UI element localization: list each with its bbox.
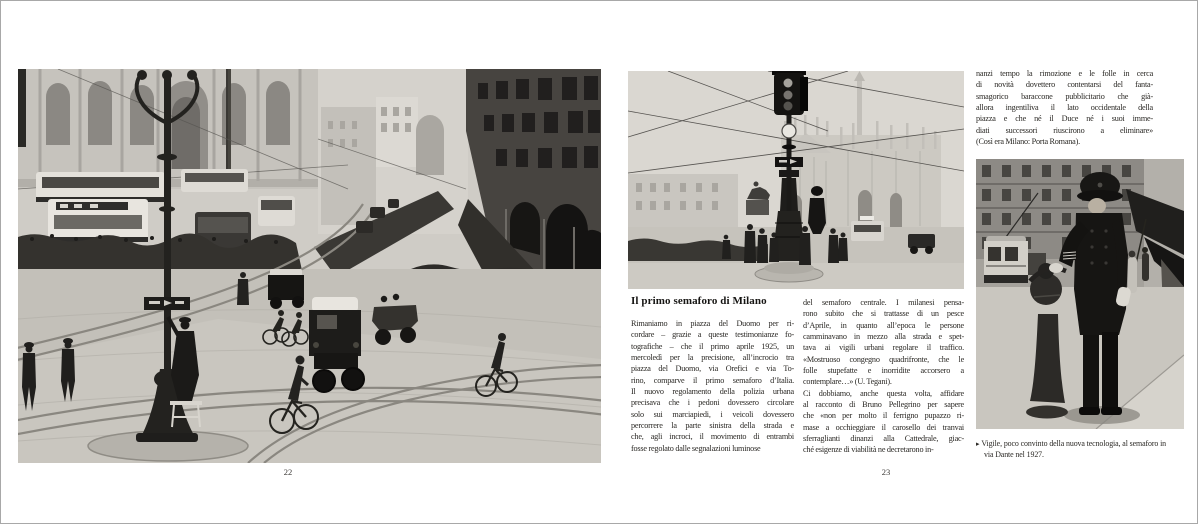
globe-lamp (782, 124, 796, 138)
caption-text: Vigile, poco convinto della nuova tecnologia, al semaforo in via Dante nel 1927. (981, 439, 1167, 459)
sleeve-stripes (1062, 251, 1077, 260)
tram (36, 172, 165, 202)
article-heading: Il primo semaforo di Milano (631, 295, 767, 307)
tram (181, 169, 248, 192)
piazza-duomo-illustration (18, 69, 601, 463)
left-page-photo-piazza-duomo (18, 69, 601, 463)
column-2-paragraph-2: Ci dobbiamo, anche questa volta, affidare al racconto di Bruno Pellegrino per sapere che «non per molto il ferrigno pupazzo ri- mase a occhieggiare il carosello dei tranvai sferraglianti dinanzi alla Cattedrale, giac- ché esigenze di viabilità ne decretarono in- (803, 388, 964, 455)
street-sign (144, 297, 190, 310)
tram (48, 199, 148, 242)
traffic-light-head (772, 71, 808, 115)
photo-caption (976, 439, 1168, 459)
page-number-right: 23 (881, 467, 891, 477)
column-2-paragraph-1: del semaforo centrale. I milanesi pensa- rono subito che si trattasse di un pesce d’Aprile, in quanto all’epoca le persone camminavano in mezzo alla strada e spet- tava ai vigili urbani regolare il traffico. «Mostruoso congegno quadrifronte, che le folle stupefatte e inorridite accorsero a contemplare…» (U. Tegani). (803, 298, 964, 387)
white-glove (1049, 263, 1063, 273)
text-column-3: nanzi tempo la rimozione e le folle in cerca di novità dovettero contentarsi del fanta- smagorico baraccone pubblicitario che già- allora ingentiliva il lato occidentale della piazza e che né il Duce né i suoi imme- diati successori riuscirono a eliminare» (Così era Milano: Porta Romana). (976, 69, 1153, 147)
vigile-illustration (976, 159, 1184, 429)
tram (258, 196, 295, 226)
right-page-photo-vigile (976, 159, 1184, 429)
direction-signs (775, 157, 803, 177)
text-column-2 (803, 297, 964, 456)
caption-marker-icon: ▸ (976, 440, 980, 448)
page-number-left: 22 (283, 467, 293, 477)
text-column-1: Rimaniamo in piazza del Duomo per ri- cordare – grazie a queste testimonianze fo- tografiche – che il primo aprile 1925, un mercoledì per la precisione, all’incrocio tra piazza del Duomo, via Orefici e via To- rino, comparve il primo semaforo d’Italia. Il nuovo regolamento della polizia urbana precisava che i pedoni dovessero circolare solo sui marciapiedi, i veicoli dovessero percorrere la parte sinistra della strada e che, agli incroci, il movimento di entrambi fosse regolato dalle segnalazioni luminose (631, 319, 794, 453)
semaforo-duomo-illustration (628, 71, 964, 289)
right-page-photo-semaforo-duomo (628, 71, 964, 289)
